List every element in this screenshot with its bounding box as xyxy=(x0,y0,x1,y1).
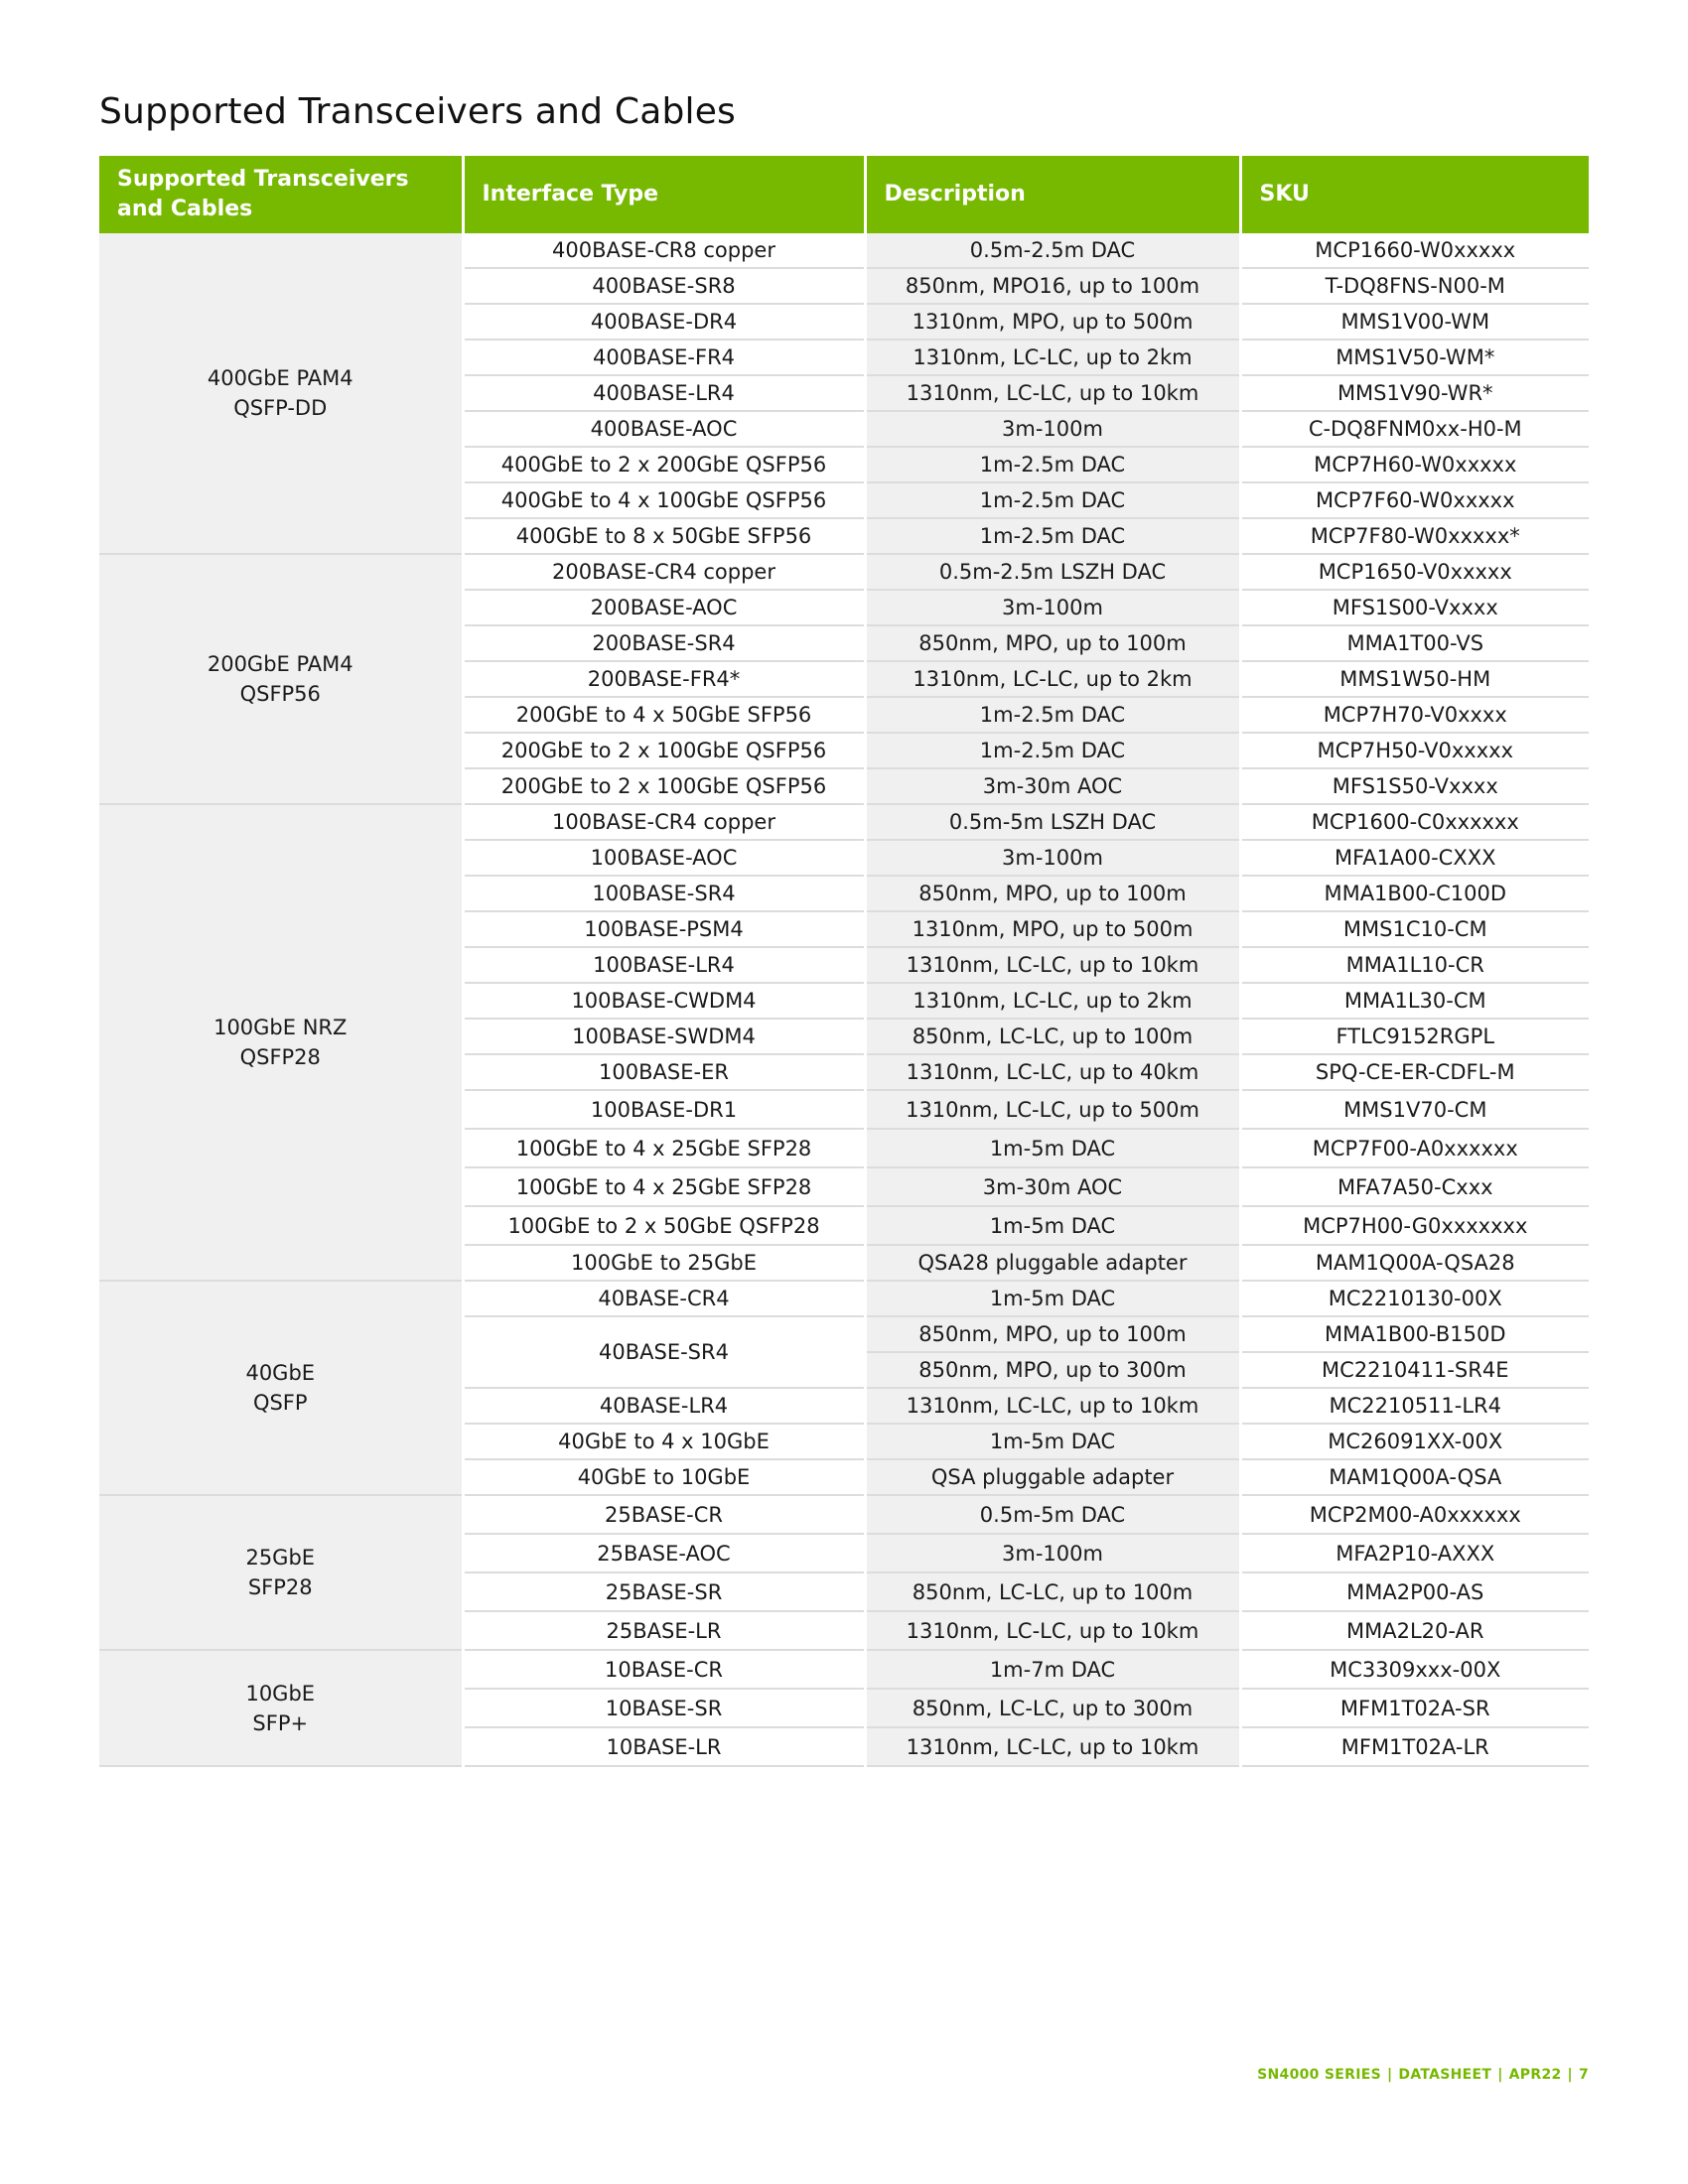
interface-type-cell: 25BASE-LR xyxy=(463,1611,865,1650)
interface-type-cell: 100BASE-ER xyxy=(463,1054,865,1090)
sku-cell: FTLC9152RGPL xyxy=(1240,1019,1589,1054)
header-interface-type: Interface Type xyxy=(463,156,865,233)
sku-cell: MC26091XX-00X xyxy=(1240,1424,1589,1459)
sku-cell: MCP7H60-W0xxxxx xyxy=(1240,447,1589,482)
description-cell: 1310nm, LC-LC, up to 10km xyxy=(865,1727,1240,1766)
sku-cell: MCP7H70-V0xxxx xyxy=(1240,697,1589,733)
interface-type-cell: 100BASE-DR1 xyxy=(463,1090,865,1129)
description-cell: 1m-5m DAC xyxy=(865,1424,1240,1459)
sku-cell: MMS1W50-HM xyxy=(1240,661,1589,697)
interface-type-cell: 200GbE to 2 x 100GbE QSFP56 xyxy=(463,733,865,768)
description-cell: 1310nm, MPO, up to 500m xyxy=(865,304,1240,340)
description-cell: 3m-100m xyxy=(865,840,1240,876)
group-label-line: QSFP-DD xyxy=(233,396,328,420)
description-cell: 1m-2.5m DAC xyxy=(865,518,1240,554)
footer-doc-type: DATASHEET xyxy=(1398,2067,1492,2083)
description-cell: 1310nm, LC-LC, up to 2km xyxy=(865,661,1240,697)
interface-type-cell: 40BASE-SR4 xyxy=(463,1316,865,1388)
description-cell: 850nm, LC-LC, up to 100m xyxy=(865,1019,1240,1054)
group-label xyxy=(99,554,463,804)
interface-type-cell: 100BASE-AOC xyxy=(463,840,865,876)
sku-cell: MFS1S50-Vxxxx xyxy=(1240,768,1589,804)
description-cell: 850nm, MPO16, up to 100m xyxy=(865,268,1240,304)
interface-type-cell: 200BASE-CR4 copper xyxy=(463,554,865,590)
group-label-line: 100GbE NRZ xyxy=(213,1016,348,1039)
sku-cell: MFA7A50-Cxxx xyxy=(1240,1167,1589,1206)
sku-cell: MFS1S00-Vxxxx xyxy=(1240,590,1589,625)
page-title: Supported Transceivers and Cables xyxy=(99,91,737,132)
description-cell: QSA pluggable adapter xyxy=(865,1459,1240,1495)
group-label-line: 200GbE PAM4 xyxy=(207,652,353,676)
description-cell: 1310nm, LC-LC, up to 2km xyxy=(865,340,1240,375)
interface-type-cell: 200GbE to 4 x 50GbE SFP56 xyxy=(463,697,865,733)
sku-cell: MCP7F80-W0xxxxx* xyxy=(1240,518,1589,554)
interface-type-cell: 40GbE to 10GbE xyxy=(463,1459,865,1495)
sku-cell: MFA1A00-CXXX xyxy=(1240,840,1589,876)
table-row xyxy=(99,554,1589,590)
interface-type-cell: 25BASE-SR xyxy=(463,1572,865,1611)
footer-page-number: 7 xyxy=(1578,2067,1589,2083)
sku-cell: MMS1V50-WM* xyxy=(1240,340,1589,375)
sku-cell: MCP7F00-A0xxxxxx xyxy=(1240,1129,1589,1167)
sku-cell: MC3309xxx-00X xyxy=(1240,1650,1589,1689)
interface-type-cell: 400GbE to 4 x 100GbE QSFP56 xyxy=(463,482,865,518)
sku-cell: MFM1T02A-LR xyxy=(1240,1727,1589,1766)
footer-date: APR22 xyxy=(1508,2067,1562,2083)
description-cell: QSA28 pluggable adapter xyxy=(865,1245,1240,1281)
sku-cell: MMS1V70-CM xyxy=(1240,1090,1589,1129)
interface-type-cell: 10BASE-CR xyxy=(463,1650,865,1689)
footer-separator: | xyxy=(1386,2067,1393,2083)
description-cell: 0.5m-5m LSZH DAC xyxy=(865,804,1240,840)
description-cell: 1m-2.5m DAC xyxy=(865,697,1240,733)
interface-type-cell: 100BASE-PSM4 xyxy=(463,911,865,947)
description-cell: 1310nm, LC-LC, up to 40km xyxy=(865,1054,1240,1090)
sku-cell: MFM1T02A-SR xyxy=(1240,1689,1589,1727)
group-label-line: 400GbE PAM4 xyxy=(207,366,353,390)
interface-type-cell: 40BASE-CR4 xyxy=(463,1281,865,1316)
sku-cell: MMA1L10-CR xyxy=(1240,947,1589,983)
interface-type-cell: 100BASE-SR4 xyxy=(463,876,865,911)
sku-cell: MCP1650-V0xxxxx xyxy=(1240,554,1589,590)
interface-type-cell: 100BASE-CWDM4 xyxy=(463,983,865,1019)
interface-type-cell: 400BASE-SR8 xyxy=(463,268,865,304)
description-cell: 1310nm, LC-LC, up to 10km xyxy=(865,375,1240,411)
header-description: Description xyxy=(865,156,1240,233)
sku-cell: MAM1Q00A-QSA xyxy=(1240,1459,1589,1495)
description-cell: 0.5m-5m DAC xyxy=(865,1495,1240,1534)
sku-cell: C-DQ8FNM0xx-H0-M xyxy=(1240,411,1589,447)
description-cell: 850nm, LC-LC, up to 300m xyxy=(865,1689,1240,1727)
group-label-line: QSFP56 xyxy=(239,682,321,706)
interface-type-cell: 400BASE-LR4 xyxy=(463,375,865,411)
description-cell: 3m-30m AOC xyxy=(865,1167,1240,1206)
interface-type-cell: 100GbE to 4 x 25GbE SFP28 xyxy=(463,1129,865,1167)
interface-type-cell: 400GbE to 2 x 200GbE QSFP56 xyxy=(463,447,865,482)
description-cell: 850nm, MPO, up to 100m xyxy=(865,1316,1240,1352)
table-header-row xyxy=(99,156,1589,233)
group-label-line: 40GbE xyxy=(245,1361,316,1385)
interface-type-cell: 400BASE-AOC xyxy=(463,411,865,447)
interface-type-cell: 200BASE-AOC xyxy=(463,590,865,625)
interface-type-cell: 40BASE-LR4 xyxy=(463,1388,865,1424)
interface-type-cell: 100GbE to 25GbE xyxy=(463,1245,865,1281)
footer-separator: | xyxy=(1567,2067,1573,2083)
group-label xyxy=(99,804,463,1281)
group-label-line: SFP+ xyxy=(252,1710,309,1735)
transceivers-table xyxy=(99,156,1589,1767)
description-cell: 3m-100m xyxy=(865,411,1240,447)
description-cell: 1310nm, LC-LC, up to 10km xyxy=(865,1388,1240,1424)
table-row xyxy=(99,233,1589,268)
interface-type-cell: 100BASE-CR4 copper xyxy=(463,804,865,840)
sku-cell: SPQ-CE-ER-CDFL-M xyxy=(1240,1054,1589,1090)
group-label-line: 25GbE xyxy=(245,1546,316,1570)
description-cell: 0.5m-2.5m LSZH DAC xyxy=(865,554,1240,590)
sku-cell: MMA2P00-AS xyxy=(1240,1572,1589,1611)
sku-cell: MMA1T00-VS xyxy=(1240,625,1589,661)
footer-series: SN4000 SERIES xyxy=(1257,2067,1381,2083)
description-cell: 1m-2.5m DAC xyxy=(865,482,1240,518)
description-cell: 1310nm, LC-LC, up to 10km xyxy=(865,947,1240,983)
description-cell: 1m-2.5m DAC xyxy=(865,733,1240,768)
footer-separator: | xyxy=(1497,2067,1503,2083)
sku-cell: MMA2L20-AR xyxy=(1240,1611,1589,1650)
description-cell: 0.5m-2.5m DAC xyxy=(865,233,1240,268)
interface-type-cell: 100GbE to 2 x 50GbE QSFP28 xyxy=(463,1206,865,1245)
interface-type-cell: 40GbE to 4 x 10GbE xyxy=(463,1424,865,1459)
description-cell: 1310nm, LC-LC, up to 10km xyxy=(865,1611,1240,1650)
header-supported: Supported Transceivers and Cables xyxy=(99,156,463,233)
group-label-line: QSFP xyxy=(252,1391,308,1415)
description-cell: 1m-5m DAC xyxy=(865,1129,1240,1167)
interface-type-cell: 100GbE to 4 x 25GbE SFP28 xyxy=(463,1167,865,1206)
group-label-line: SFP28 xyxy=(247,1575,313,1599)
sku-cell: T-DQ8FNS-N00-M xyxy=(1240,268,1589,304)
description-cell: 1310nm, LC-LC, up to 2km xyxy=(865,983,1240,1019)
group-label xyxy=(99,1281,463,1495)
sku-cell: MMA1L30-CM xyxy=(1240,983,1589,1019)
table-row xyxy=(99,1650,1589,1689)
interface-type-cell: 25BASE-CR xyxy=(463,1495,865,1534)
interface-type-cell: 200BASE-FR4* xyxy=(463,661,865,697)
sku-cell: MCP1660-W0xxxxx xyxy=(1240,233,1589,268)
sku-cell: MMA1B00-C100D xyxy=(1240,876,1589,911)
sku-cell: MCP1600-C0xxxxxx xyxy=(1240,804,1589,840)
description-cell: 1m-5m DAC xyxy=(865,1206,1240,1245)
sku-cell: MCP2M00-A0xxxxxx xyxy=(1240,1495,1589,1534)
sku-cell: MC2210511-LR4 xyxy=(1240,1388,1589,1424)
interface-type-cell: 400BASE-CR8 copper xyxy=(463,233,865,268)
interface-type-cell: 400BASE-DR4 xyxy=(463,304,865,340)
header-sku: SKU xyxy=(1240,156,1589,233)
sku-cell: MC2210130-00X xyxy=(1240,1281,1589,1316)
description-cell: 850nm, MPO, up to 300m xyxy=(865,1352,1240,1388)
description-cell: 3m-30m AOC xyxy=(865,768,1240,804)
group-label xyxy=(99,1495,463,1650)
sku-cell: MCP7F60-W0xxxxx xyxy=(1240,482,1589,518)
group-label xyxy=(99,233,463,554)
sku-cell: MCP7H50-V0xxxxx xyxy=(1240,733,1589,768)
interface-type-cell: 10BASE-LR xyxy=(463,1727,865,1766)
table-body xyxy=(99,233,1589,1766)
page-footer xyxy=(1257,2067,1589,2083)
interface-type-cell: 400BASE-FR4 xyxy=(463,340,865,375)
description-cell: 1m-7m DAC xyxy=(865,1650,1240,1689)
description-cell: 1m-5m DAC xyxy=(865,1281,1240,1316)
sku-cell: MMS1V90-WR* xyxy=(1240,375,1589,411)
sku-cell: MFA2P10-AXXX xyxy=(1240,1534,1589,1572)
table-row xyxy=(99,1281,1589,1316)
interface-type-cell: 200BASE-SR4 xyxy=(463,625,865,661)
sku-cell: MC2210411-SR4E xyxy=(1240,1352,1589,1388)
interface-type-cell: 400GbE to 8 x 50GbE SFP56 xyxy=(463,518,865,554)
description-cell: 850nm, LC-LC, up to 100m xyxy=(865,1572,1240,1611)
description-cell: 1310nm, MPO, up to 500m xyxy=(865,911,1240,947)
interface-type-cell: 200GbE to 2 x 100GbE QSFP56 xyxy=(463,768,865,804)
description-cell: 850nm, MPO, up to 100m xyxy=(865,625,1240,661)
sku-cell: MMS1C10-CM xyxy=(1240,911,1589,947)
sku-cell: MMS1V00-WM xyxy=(1240,304,1589,340)
table-row xyxy=(99,1495,1589,1534)
description-cell: 1310nm, LC-LC, up to 500m xyxy=(865,1090,1240,1129)
group-label xyxy=(99,1650,463,1766)
description-cell: 1m-2.5m DAC xyxy=(865,447,1240,482)
interface-type-cell: 100BASE-SWDM4 xyxy=(463,1019,865,1054)
interface-type-cell: 10BASE-SR xyxy=(463,1689,865,1727)
description-cell: 3m-100m xyxy=(865,590,1240,625)
description-cell: 850nm, MPO, up to 100m xyxy=(865,876,1240,911)
interface-type-cell: 25BASE-AOC xyxy=(463,1534,865,1572)
sku-cell: MAM1Q00A-QSA28 xyxy=(1240,1245,1589,1281)
description-cell: 3m-100m xyxy=(865,1534,1240,1572)
group-label-line: QSFP28 xyxy=(239,1045,321,1069)
sku-cell: MCP7H00-G0xxxxxxx xyxy=(1240,1206,1589,1245)
table-row xyxy=(99,804,1589,840)
interface-type-cell: 100BASE-LR4 xyxy=(463,947,865,983)
sku-cell: MMA1B00-B150D xyxy=(1240,1316,1589,1352)
group-label-line: 10GbE xyxy=(245,1681,316,1706)
